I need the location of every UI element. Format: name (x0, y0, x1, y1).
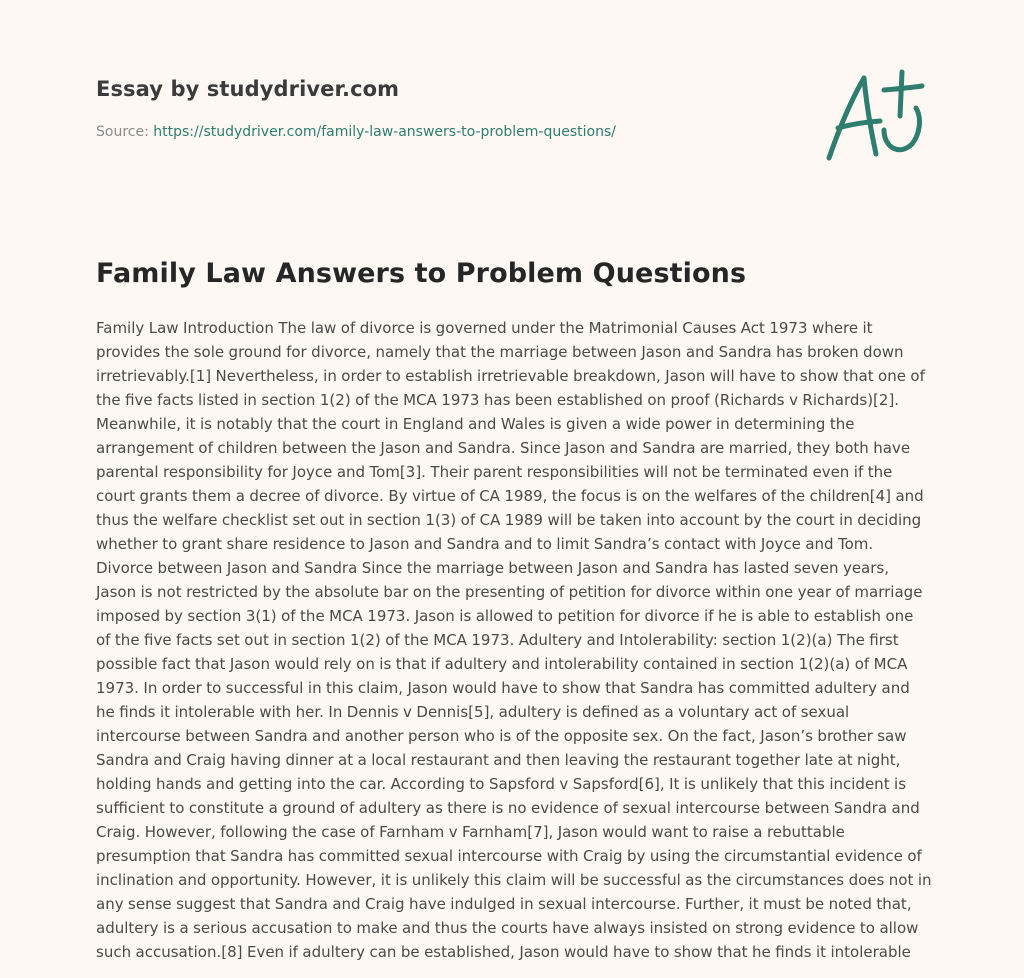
site-title: Essay by studydriver.com (96, 77, 400, 101)
document-body: Family Law Introduction The law of divorce is governed under the Matrimonial Causes Act 1973 where it provides the sole ground for divorce, namely that the marriage between Jason and Sandra has broken down irretrievably.[1] Nevertheless, in order to establish irretrievable breakdown, Jason will have to show that one of the five facts listed in section 1(2) of the MCA 1973 has been established on proof (Richards v Richards)[2]. Meanwhile, it is notably that the court in England and Wales is given a wide power in determining the arrangement of children between the Jason and Sandra. Since Jason and Sandra are married, they both have parental responsibility for Joyce and Tom[3]. Their parent responsibilities will not be terminated even if the court grants them a decree of divorce. By virtue of CA 1989, the focus is on the welfares of the children[4] and thus the welfare checklist set out in section 1(3) of CA 1989 will be taken into account by the court in deciding whether to grant share residence to Jason and Sandra and to limit Sandra’s contact with Joyce and Tom. Divorce between Jason and Sandra Since the marriage between Jason and Sandra has lasted seven years, Jason is not restricted by the absolute bar on the presenting of petition for divorce within one year of marriage imposed by section 3(1) of the MCA 1973. Jason is allowed to petition for divorce if he is able to establish one of the five facts set out in section 1(2) of the MCA 1973. Adultery and Intolerability: section 1(2)(a) The first possible fact that Jason would rely on is that if adultery and intolerability contained in section 1(2)(a) of MCA 1973. In order to successful in this claim, Jason would have to show that Sandra has committed adultery and he finds it intolerable with her. In Dennis v Dennis[5], adultery is defined as a voluntary act of sexual intercourse between Sandra and another person who is of the opposite sex. On the fact, Jason’s brother saw Sandra and Craig having dinner at a local restaurant and then leaving the restaurant together late at night, holding hands and getting into the car. According to Sapsford v Sapsford[6], It is unlikely that this incident is sufficient to constitute a ground of adultery as there is no evidence of sexual intercourse between Sandra and Craig. However, following the case of Farnham v Farnham[7], Jason would want to raise a rebuttable presumption that Sandra has committed sexual intercourse with Craig by using the circumstantial evidence of inclination and opportunity. However, it is unlikely this claim will be successful as the circumstances does not in any sense suggest that Sandra and Craig have indulged in sexual intercourse. Further, it must be noted that, adultery is a serious accusation to make and thus the courts have always insisted on strong evidence to allow such accusation.[8] Even if adultery can be established, Jason would have to show that he finds it intolerable (96, 319, 932, 961)
source-label: Source: (96, 124, 154, 140)
document-title: Family Law Answers to Problem Questions (96, 258, 747, 289)
a-plus-logo-icon (820, 66, 930, 166)
source-line (96, 124, 616, 140)
source-link[interactable]: https://studydriver.com/family-law-answers-to-problem-questions/ (153, 124, 616, 140)
